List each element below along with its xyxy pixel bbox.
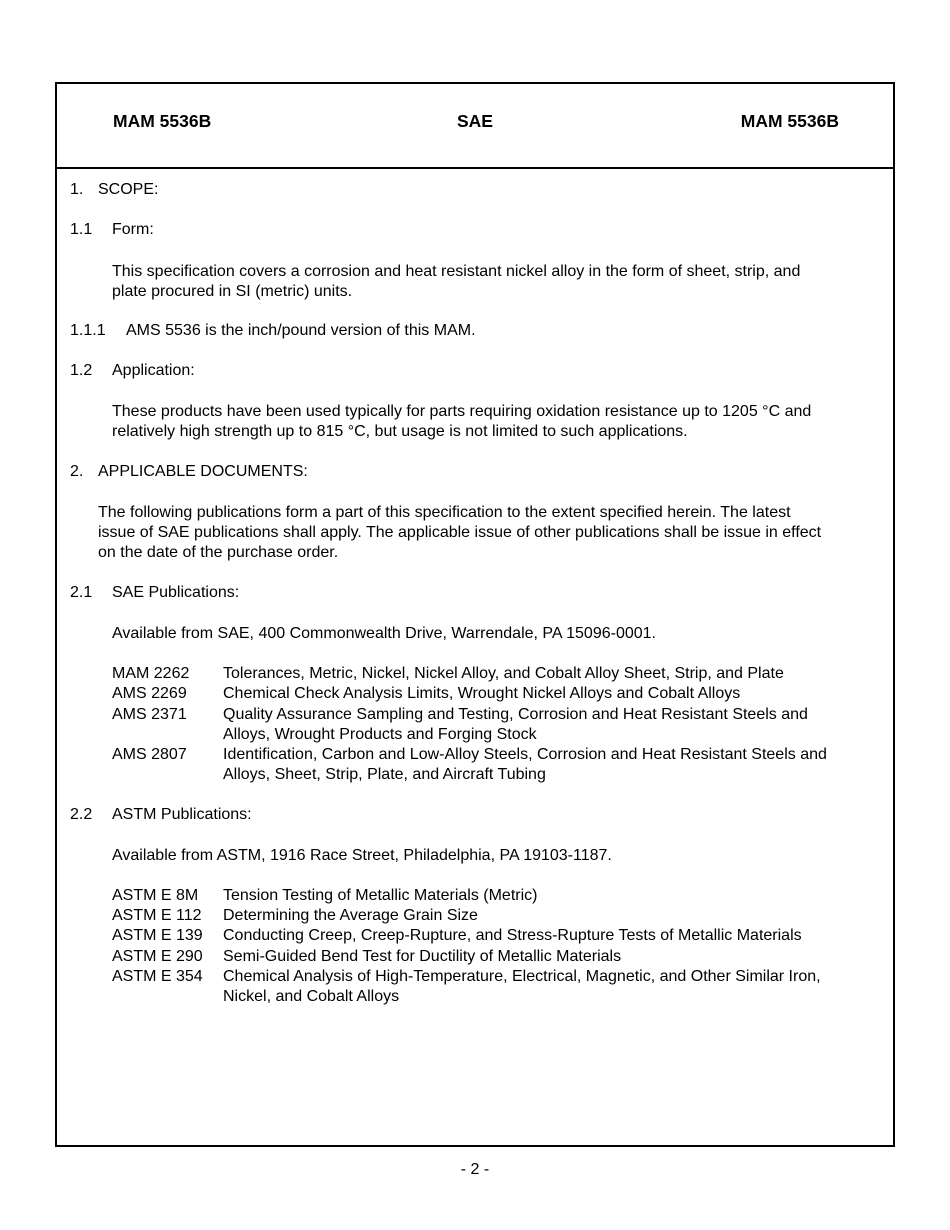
reference-title-continued: Nickel, and Cobalt Alloys <box>223 988 400 1005</box>
section-1-2-title: Application: <box>112 362 195 379</box>
reference-title: Chemical Check Analysis Limits, Wrought Nickel Alloys and Cobalt Alloys <box>223 685 741 702</box>
reference-title: Tolerances, Metric, Nickel, Nickel Alloy, and Cobalt Alloy Sheet, Strip, and Plate <box>223 665 784 682</box>
section-1-title: SCOPE: <box>98 181 159 198</box>
section-1-1-1-text: AMS 5536 is the inch/pound version of this MAM. <box>126 322 476 339</box>
reference-code: AMS 2807 <box>112 746 187 763</box>
reference-title: Determining the Average Grain Size <box>223 907 478 924</box>
reference-code: ASTM E 354 <box>112 968 203 985</box>
paragraph-line: These products have been used typically for parts requiring oxidation resistance up to 1205 °C and <box>112 403 812 420</box>
reference-title: Tension Testing of Metallic Materials (Metric) <box>223 887 538 904</box>
availability-note: Available from SAE, 400 Commonwealth Drive, Warrendale, PA 15096-0001. <box>112 625 656 642</box>
section-1-1-title: Form: <box>112 221 154 238</box>
reference-code: MAM 2262 <box>112 665 190 682</box>
section-1-1-1-number: 1.1.1 <box>70 322 106 339</box>
reference-code: AMS 2371 <box>112 706 187 723</box>
reference-title: Conducting Creep, Creep-Rupture, and Stress-Rupture Tests of Metallic Materials <box>223 927 802 944</box>
reference-title: Quality Assurance Sampling and Testing, Corrosion and Heat Resistant Steels and <box>223 706 808 723</box>
paragraph-line: plate procured in SI (metric) units. <box>112 283 353 300</box>
section-1-number: 1. <box>70 181 84 198</box>
reference-code: ASTM E 8M <box>112 887 199 904</box>
section-1-1-number: 1.1 <box>70 221 93 238</box>
paragraph-line: issue of SAE publications shall apply. The applicable issue of other publications shall be issue in effect <box>98 524 822 541</box>
section-2-2-title: ASTM Publications: <box>112 806 252 823</box>
paragraph-line: on the date of the purchase order. <box>98 544 339 561</box>
reference-title: Identification, Carbon and Low-Alloy Steels, Corrosion and Heat Resistant Steels and <box>223 746 827 763</box>
document-header <box>57 84 893 169</box>
reference-title: Semi-Guided Bend Test for Ductility of Metallic Materials <box>223 948 622 965</box>
section-2-1-number: 2.1 <box>70 584 93 601</box>
paragraph-line: This specification covers a corrosion and heat resistant nickel alloy in the form of sheet, strip, and <box>112 263 801 280</box>
section-2-2-number: 2.2 <box>70 806 93 823</box>
paragraph-line: The following publications form a part of this specification to the extent specified herein. The latest <box>98 504 791 521</box>
page-number: - 2 - <box>460 1161 490 1178</box>
paragraph-line: relatively high strength up to 815 °C, but usage is not limited to such applications. <box>112 423 688 440</box>
section-2-title: APPLICABLE DOCUMENTS: <box>98 463 308 480</box>
header-title: SAE <box>457 111 493 131</box>
availability-note: Available from ASTM, 1916 Race Street, Philadelphia, PA 19103-1187. <box>112 847 612 864</box>
section-2-1-title: SAE Publications: <box>112 584 240 601</box>
document-frame <box>55 82 895 1147</box>
header-left-code: MAM 5536B <box>113 111 212 131</box>
reference-title-continued: Alloys, Sheet, Strip, Plate, and Aircraft Tubing <box>223 766 546 783</box>
reference-code: ASTM E 112 <box>112 907 202 924</box>
reference-code: ASTM E 139 <box>112 927 203 944</box>
reference-title: Chemical Analysis of High-Temperature, Electrical, Magnetic, and Other Similar Iron, <box>223 968 821 985</box>
reference-code: AMS 2269 <box>112 685 187 702</box>
section-1-2-number: 1.2 <box>70 362 93 379</box>
section-2-number: 2. <box>70 463 84 480</box>
reference-title-continued: Alloys, Wrought Products and Forging Stock <box>223 726 537 743</box>
reference-code: ASTM E 290 <box>112 948 203 965</box>
header-right-code: MAM 5536B <box>740 111 839 131</box>
